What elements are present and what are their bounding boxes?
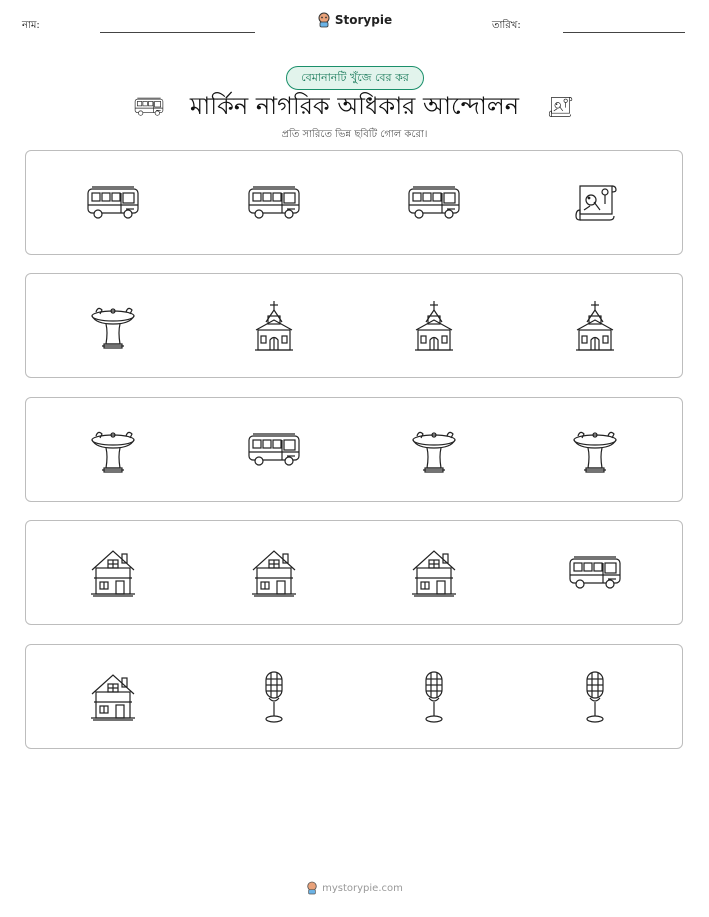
microphone-icon bbox=[580, 670, 610, 724]
house-icon bbox=[251, 548, 297, 598]
title-bus-icon bbox=[134, 94, 164, 120]
row-item[interactable] bbox=[565, 174, 625, 232]
church-icon bbox=[573, 300, 617, 352]
bus-icon bbox=[247, 430, 301, 470]
row-item[interactable] bbox=[404, 668, 464, 726]
date-line[interactable] bbox=[563, 32, 685, 33]
microphone-icon bbox=[419, 670, 449, 724]
puzzle-row bbox=[25, 397, 683, 502]
name-line[interactable] bbox=[100, 32, 255, 33]
bus-icon bbox=[407, 183, 461, 223]
microphone-icon bbox=[259, 670, 289, 724]
row-item[interactable] bbox=[83, 668, 143, 726]
birdbath-icon bbox=[409, 426, 459, 474]
brand-name: Storypie bbox=[334, 13, 393, 27]
birdbath-icon bbox=[570, 426, 620, 474]
puzzle-row bbox=[25, 644, 683, 749]
activity-badge: বেমানানটি খুঁজে বের কর bbox=[286, 66, 424, 90]
row-item[interactable] bbox=[404, 544, 464, 602]
row-item[interactable] bbox=[565, 668, 625, 726]
bus-icon bbox=[247, 183, 301, 223]
row-item[interactable] bbox=[244, 544, 304, 602]
row-item[interactable] bbox=[565, 544, 625, 602]
storypie-logo-icon bbox=[306, 881, 318, 895]
row-item[interactable] bbox=[83, 421, 143, 479]
church-icon bbox=[252, 300, 296, 352]
row-item[interactable] bbox=[83, 544, 143, 602]
puzzle-row bbox=[25, 150, 683, 255]
puzzle-row bbox=[25, 520, 683, 625]
row-item[interactable] bbox=[244, 421, 304, 479]
birdbath-icon bbox=[88, 426, 138, 474]
row-item[interactable] bbox=[565, 297, 625, 355]
row-item[interactable] bbox=[404, 421, 464, 479]
footer bbox=[0, 881, 709, 898]
house-icon bbox=[90, 548, 136, 598]
brand bbox=[0, 12, 709, 32]
row-item[interactable] bbox=[83, 297, 143, 355]
name-label: নাম: bbox=[22, 20, 40, 31]
row-item[interactable] bbox=[244, 297, 304, 355]
storypie-logo-icon bbox=[317, 12, 331, 28]
scroll-icon bbox=[572, 180, 618, 226]
footer-site[interactable]: mystorypie.com bbox=[322, 882, 403, 894]
date-label: তারিখ: bbox=[492, 20, 521, 31]
house-icon bbox=[411, 548, 457, 598]
house-icon bbox=[90, 672, 136, 722]
birdbath-icon bbox=[88, 302, 138, 350]
row-item[interactable] bbox=[244, 668, 304, 726]
worksheet-title: মার্কিন নাগরিক অধিকার আন্দোলন bbox=[189, 92, 520, 120]
row-item[interactable] bbox=[404, 297, 464, 355]
row-item[interactable] bbox=[83, 174, 143, 232]
puzzle-row bbox=[25, 273, 683, 378]
instruction-text: প্রতি সারিতে ভিন্ন ছবিটি গোল করো। bbox=[281, 129, 428, 140]
title-scroll-icon bbox=[545, 94, 575, 120]
row-item[interactable] bbox=[244, 174, 304, 232]
church-icon bbox=[412, 300, 456, 352]
bus-icon bbox=[568, 553, 622, 593]
row-item[interactable] bbox=[565, 421, 625, 479]
bus-icon bbox=[86, 183, 140, 223]
row-item[interactable] bbox=[404, 174, 464, 232]
